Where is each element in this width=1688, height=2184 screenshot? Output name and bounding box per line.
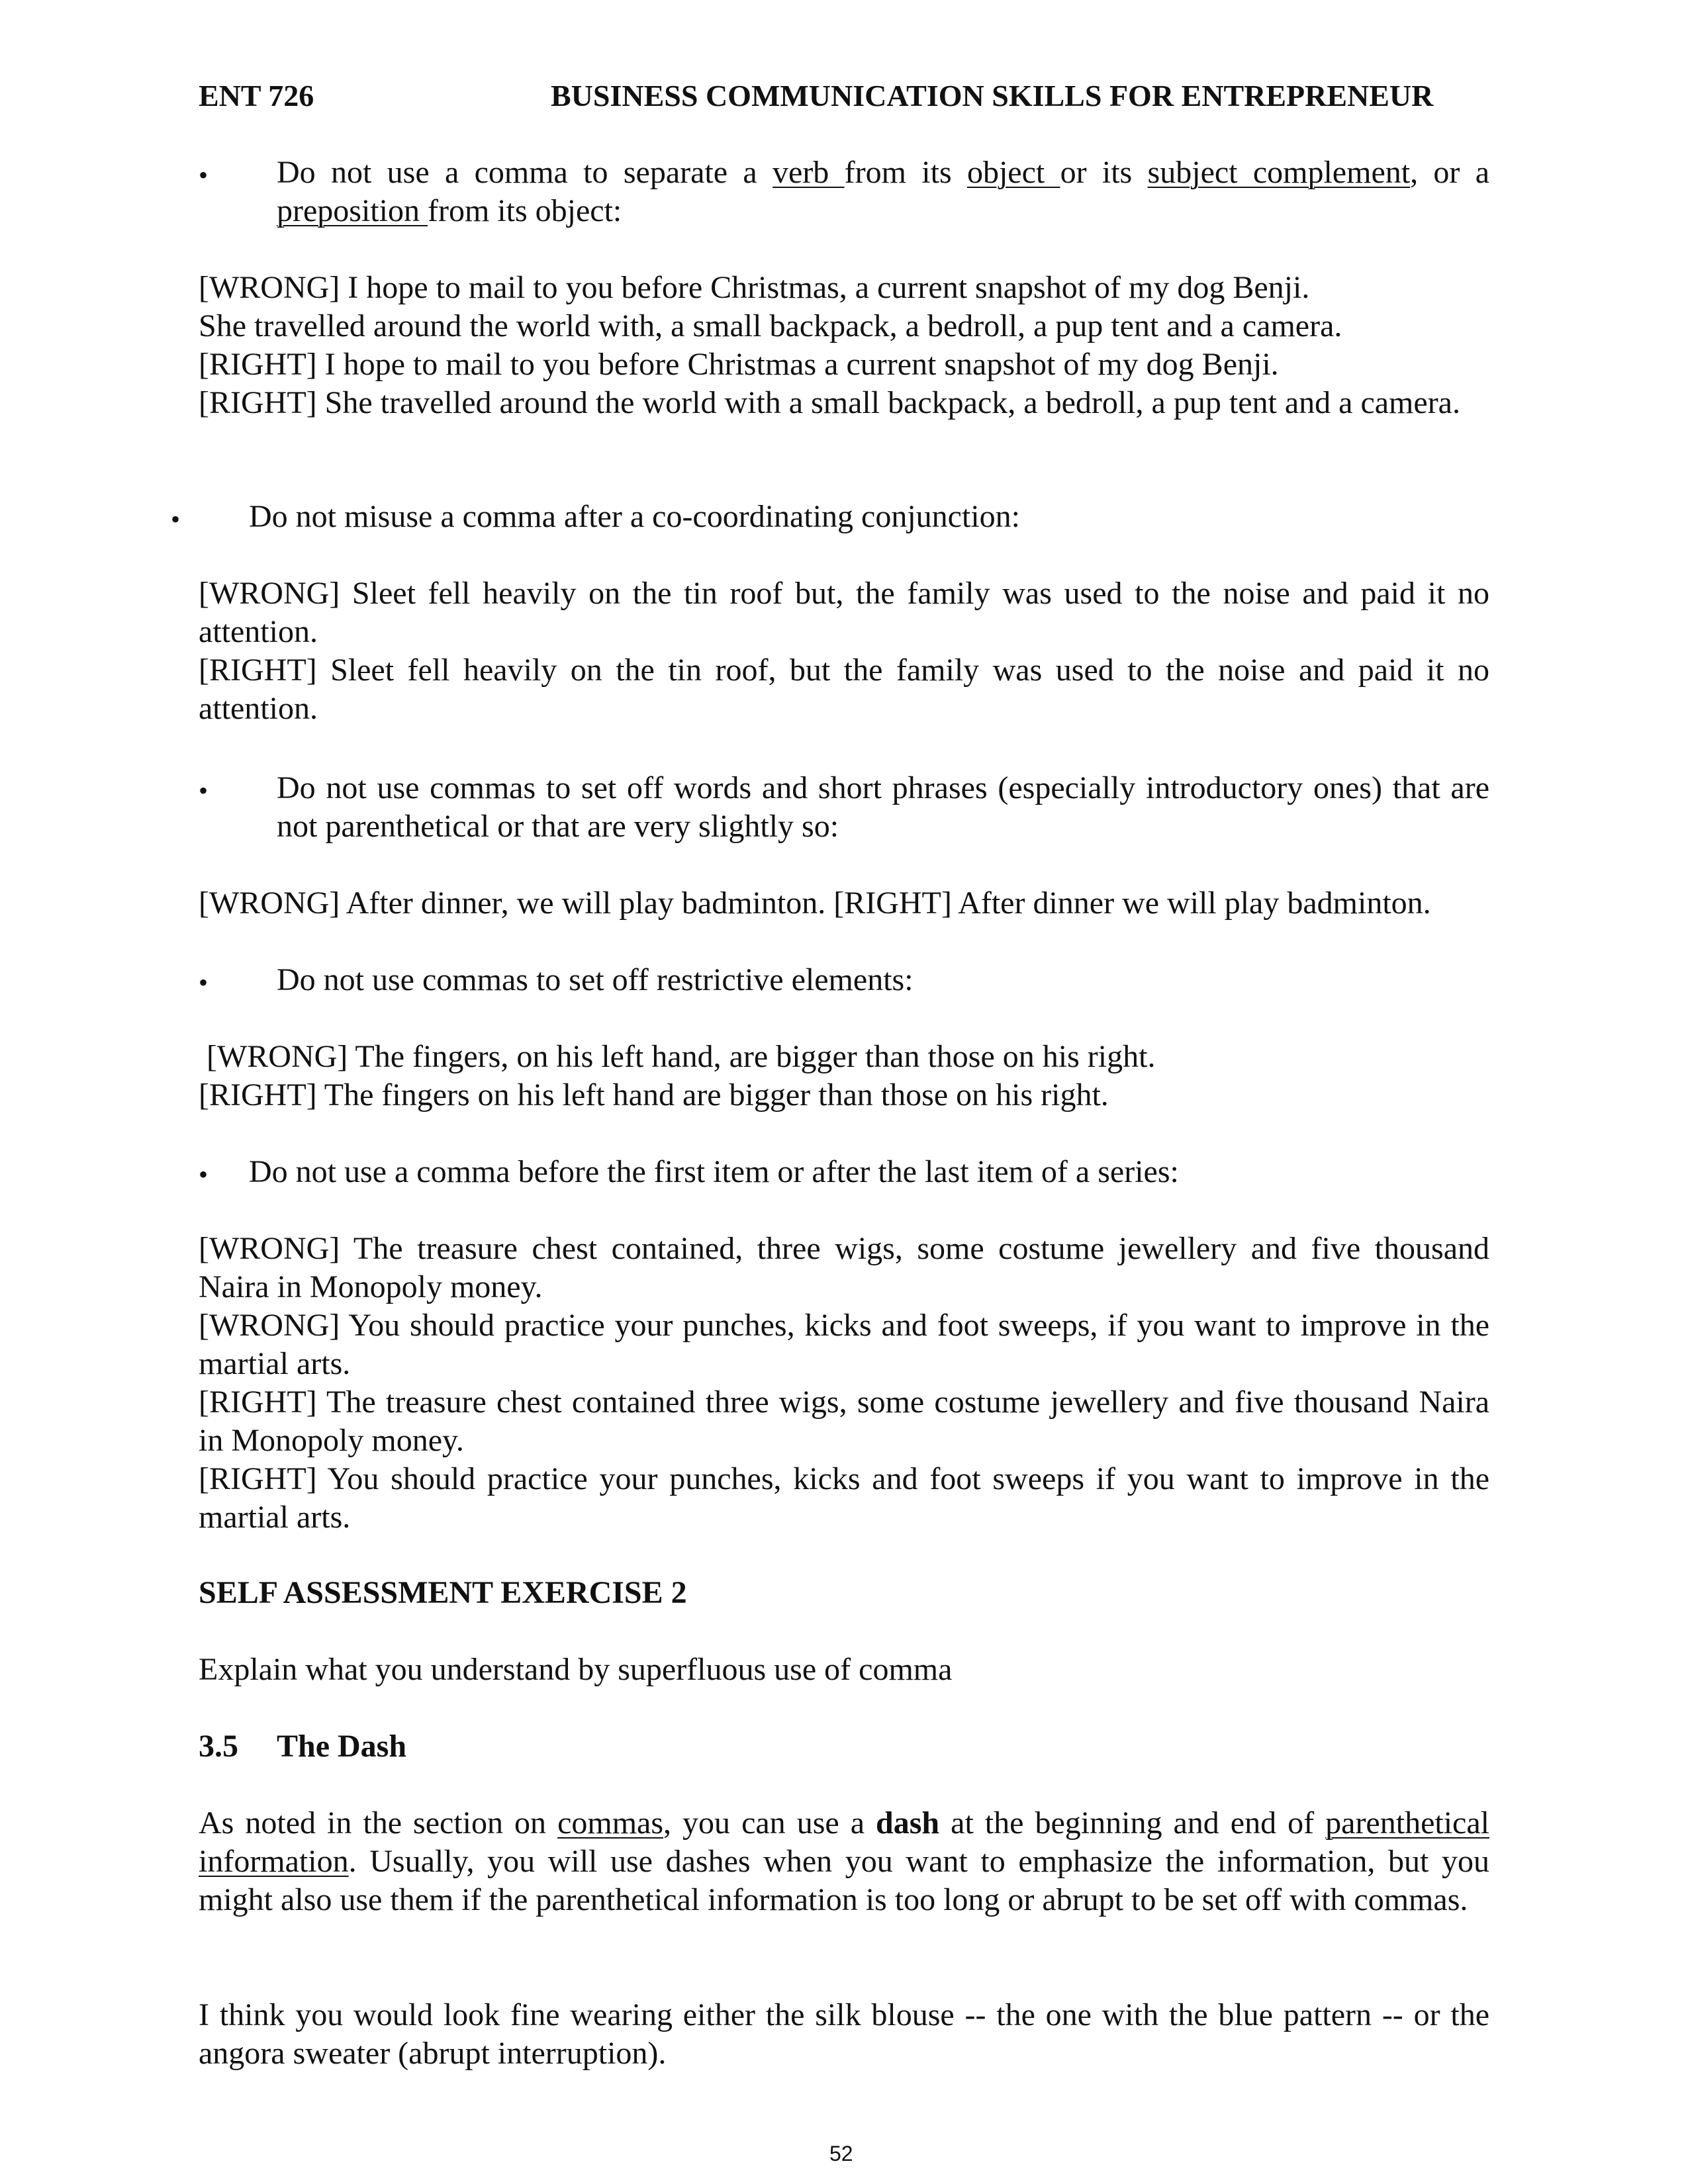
example-1c: [RIGHT] I hope to mail to you before Christmas a current snapshot of my dog Benji. bbox=[199, 347, 1279, 382]
example-1b: She travelled around the world with, a small backpack, a bedroll, a pup tent and a camera. bbox=[199, 308, 1342, 343]
rule-3: Do not use commas to set off words and short phrases (especially introductory ones) that are not parenthetical or that are very slightly so: bbox=[277, 770, 1489, 844]
rule-2: Do not misuse a comma after a co-coordinating conjunction: bbox=[249, 499, 1020, 534]
example-4b: [RIGHT] The fingers on his left hand are bigger than those on his right. bbox=[199, 1077, 1109, 1113]
example-4a: [WRONG] The fingers, on his left hand, are bigger than those on his right. bbox=[199, 1039, 1156, 1074]
exercise-text: Explain what you understand by superfluous use of comma bbox=[199, 1652, 953, 1687]
example-2a: [WRONG] Sleet fell heavily on the tin roof but, the family was used to the noise and paid it no attention. bbox=[199, 576, 1489, 649]
preposition-link[interactable]: preposition bbox=[277, 193, 428, 228]
parenthetical-information-link[interactable]: parenthetical information bbox=[199, 1805, 1489, 1879]
dash-term: dash bbox=[876, 1805, 940, 1841]
example-3: [WRONG] After dinner, we will play badminton. [RIGHT] After dinner we will play badminton. bbox=[199, 886, 1431, 921]
exercise-heading: SELF ASSESSMENT EXERCISE 2 bbox=[199, 1575, 687, 1610]
course-code: ENT 726 bbox=[199, 79, 314, 113]
object-link[interactable]: object bbox=[966, 155, 1060, 190]
rule-1-text: from its object: bbox=[427, 193, 622, 228]
paragraph-text: As noted in the section on bbox=[199, 1805, 558, 1841]
bullet-icon: • bbox=[199, 968, 209, 997]
bullet-icon: • bbox=[199, 1160, 209, 1189]
example-1a: [WRONG] I hope to mail to you before Christmas, a current snapshot of my dog Benji. bbox=[199, 270, 1310, 305]
rule-1 bbox=[277, 154, 1489, 230]
example-5c: [RIGHT] The treasure chest contained three wigs, some costume jewellery and five thousand Naira in Monopoly money. bbox=[199, 1385, 1489, 1458]
section-title: The Dash bbox=[277, 1729, 407, 1764]
bullet-icon: • bbox=[171, 504, 181, 534]
rule-1-text: Do not use a comma to separate a bbox=[277, 155, 773, 190]
rule-4: Do not use commas to set off restrictive elements: bbox=[277, 962, 914, 997]
example-5d: [RIGHT] You should practice your punches, kicks and foot sweeps if you want to improve in the martial arts. bbox=[199, 1461, 1489, 1535]
verb-link[interactable]: verb bbox=[773, 155, 845, 190]
rule-5: Do not use a comma before the first item or after the last item of a series: bbox=[249, 1154, 1179, 1189]
bullet-icon: • bbox=[199, 160, 209, 190]
commas-link[interactable]: commas bbox=[557, 1805, 664, 1841]
page-number: 52 bbox=[829, 2142, 853, 2165]
example-2b: [RIGHT] Sleet fell heavily on the tin roof, but the family was used to the noise and paid it no attention. bbox=[199, 653, 1489, 726]
dash-paragraph-1 bbox=[199, 1804, 1489, 1919]
rule-1-text: from its bbox=[844, 155, 967, 190]
rule-1-text: or its bbox=[1060, 155, 1148, 190]
dash-paragraph-2: I think you would look fine wearing either the silk blouse -- the one with the blue pattern -- or the angora sweater (abrupt interruption). bbox=[199, 1997, 1489, 2071]
course-title: BUSINESS COMMUNICATION SKILLS FOR ENTREPRENEUR bbox=[551, 79, 1434, 113]
rule-1-text: , or a bbox=[1410, 155, 1490, 190]
paragraph-text: at the beginning and end of bbox=[939, 1805, 1326, 1841]
example-5b: [WRONG] You should practice your punches, kicks and foot sweeps, if you want to improve in the martial arts. bbox=[199, 1308, 1489, 1381]
subject-complement-link[interactable]: subject complement bbox=[1147, 155, 1411, 190]
example-5a: [WRONG] The treasure chest contained, three wigs, some costume jewellery and five thousand Naira in Monopoly money. bbox=[199, 1231, 1489, 1304]
bullet-icon: • bbox=[199, 776, 209, 805]
example-1d: [RIGHT] She travelled around the world with a small backpack, a bedroll, a pup tent and a camera. bbox=[199, 385, 1460, 420]
section-number: 3.5 bbox=[199, 1729, 238, 1764]
paragraph-text: , you can use a bbox=[663, 1805, 876, 1841]
paragraph-text: . Usually, you will use dashes when you want to emphasize the information, but you might also use them if the parenthetical information is too long or abrupt to be set off with commas. bbox=[199, 1844, 1489, 1917]
